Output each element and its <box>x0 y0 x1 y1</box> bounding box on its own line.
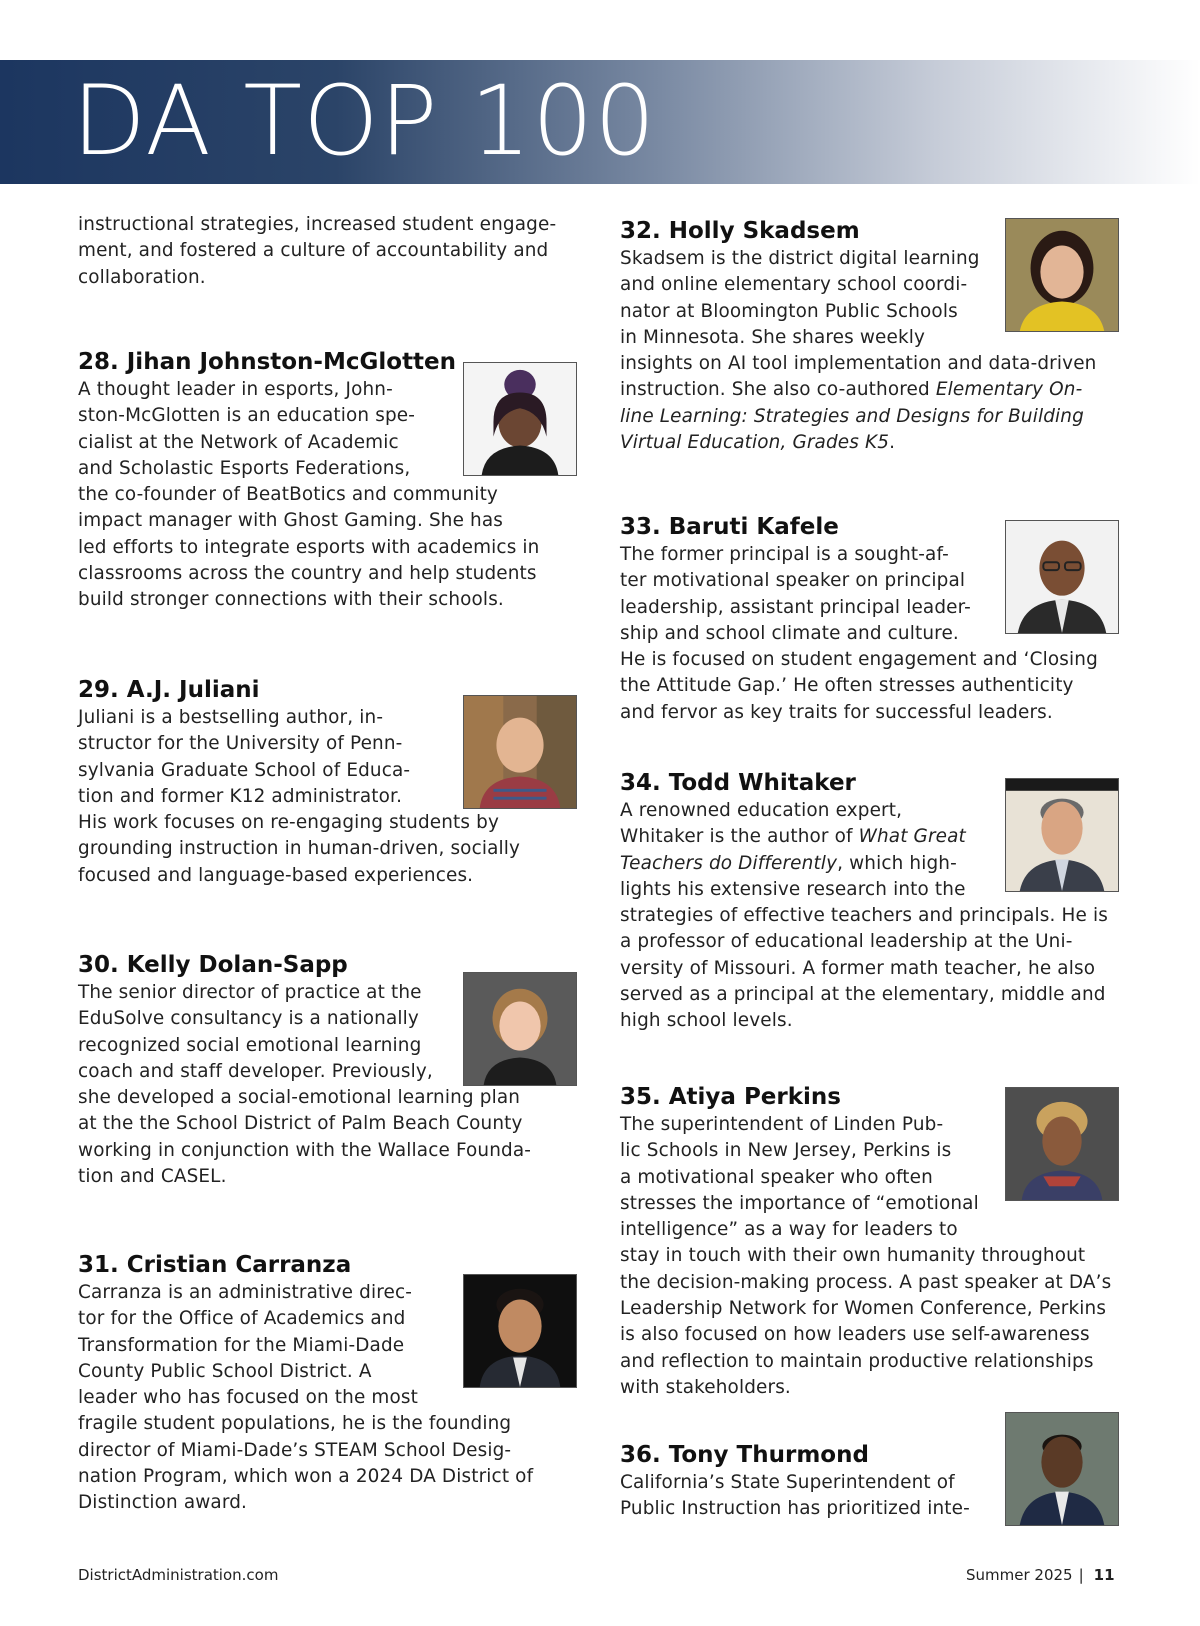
bio-line: intelligence” as a way for leaders to <box>620 1219 958 1241</box>
bio-line: nator at Bloomington Public Schools <box>620 300 958 322</box>
entry-name: 29. A.J. Juliani <box>78 677 260 703</box>
bio-line: served as a principal at the elementary, middle and <box>620 984 1106 1006</box>
bio-line: recognized social emotional learning <box>78 1034 422 1056</box>
bio-line: insights on AI tool implementation and data-driven <box>620 353 1097 375</box>
bio-line: tor for the Office of Academics and <box>78 1308 406 1330</box>
bio-line: the decision-making process. A past speaker at DA’s <box>620 1271 1112 1293</box>
book-title: Virtual Education, Grades K5 <box>620 432 890 454</box>
bio-line: the co-founder of BeatBotics and community <box>78 484 498 506</box>
bio-line: ship and school climate and culture. <box>620 622 959 644</box>
portrait-photo-perkins <box>1005 1087 1119 1201</box>
bio-line: A renowned education expert, <box>620 800 903 821</box>
entry-name: 31. Cristian Carranza <box>78 1252 352 1278</box>
bio-line: she developed a social-emotional learning plan <box>78 1087 521 1109</box>
bio-line: a professor of educational leadership at the Uni- <box>620 931 1073 953</box>
entry-name: 30. Kelly Dolan-Sapp <box>78 952 348 978</box>
bio-line: coach and staff developer. Previously, <box>78 1060 433 1082</box>
entry-name: 28. Jihan Johnston-McGlotten <box>78 349 457 375</box>
bio-line: high school levels. <box>620 1010 793 1032</box>
bio-line: grounding instruction in human-driven, socially <box>78 838 521 860</box>
bio-line: focused and language-based experiences. <box>78 864 474 886</box>
book-title: What Great <box>858 826 966 848</box>
bio-line: The former principal is a sought-af- <box>620 544 949 565</box>
bio-line: ter motivational speaker on principal <box>620 570 966 592</box>
bio-text: Whitaker is the author of <box>620 826 859 848</box>
bio-line: ment, and fostered a culture of accountability and <box>78 240 549 262</box>
bio-line: leadership, assistant principal leader- <box>620 596 971 618</box>
bio-line: Leadership Network for Women Conference, Perkins <box>620 1298 1107 1320</box>
bio-line: His work focuses on re-engaging students by <box>78 812 500 834</box>
entry-name: 32. Holly Skadsem <box>620 218 860 244</box>
portrait-photo-dolan-sapp <box>463 972 577 1086</box>
bio-line: lic Schools in New Jersey, Perkins is <box>620 1140 952 1162</box>
portrait-photo-carranza <box>463 1274 577 1388</box>
page-title: DA TOP 100 <box>72 65 657 177</box>
portrait-photo-skadsem <box>1005 218 1119 332</box>
portrait-photo-whitaker <box>1005 778 1119 892</box>
bio-line: The senior director of practice at the <box>78 982 422 1003</box>
bio-line: Distinction award. <box>78 1492 248 1514</box>
bio-line: Carranza is an administrative direc- <box>78 1282 413 1303</box>
bio-line: Skadsem is the district digital learning <box>620 248 980 269</box>
bio-line: a motivational speaker who often <box>620 1166 933 1188</box>
bio-line: Transformation for the Miami-Dade <box>78 1334 405 1356</box>
footer-site: DistrictAdministration.com <box>78 1566 279 1584</box>
book-title: Teachers do Differently <box>620 852 838 874</box>
bio-line: tion and CASEL. <box>78 1166 227 1188</box>
bio-line: stay in touch with their own humanity throughout <box>620 1245 1086 1267</box>
header-banner <box>0 60 1200 184</box>
footer-issue <box>966 1566 1115 1584</box>
bio-line: fragile student populations, he is the founding <box>78 1413 512 1435</box>
bio-line: cialist at the Network of Academic <box>78 431 399 453</box>
bio-line: California’s State Superintendent of <box>620 1472 955 1493</box>
bio-line: the Attitude Gap.’ He often stresses authenticity <box>620 675 1074 697</box>
portrait-photo-kafele <box>1005 520 1119 634</box>
bio-line <box>620 404 1130 430</box>
bio-line: tion and former K12 administrator. <box>78 785 403 807</box>
bio-line: with stakeholders. <box>620 1376 791 1398</box>
bio-line: EduSolve consultancy is a nationally <box>78 1008 419 1030</box>
bio-line: classrooms across the country and help students <box>78 563 537 585</box>
bio-text: instruction. She also co-authored <box>620 379 936 401</box>
bio-line: and online elementary school coordi- <box>620 274 968 296</box>
bio-line: and Scholastic Esports Federations, <box>78 457 411 479</box>
bio-line <box>620 430 1130 456</box>
bio-line: A thought leader in esports, John- <box>78 379 393 400</box>
book-title: Elementary On- <box>935 379 1083 401</box>
bio-line: sylvania Graduate School of Educa- <box>78 759 411 781</box>
bio-line: at the the School District of Palm Beach County <box>78 1113 523 1135</box>
bio-line: instructional strategies, increased student engage- <box>78 214 557 235</box>
bio-line: led efforts to integrate esports with academics in <box>78 536 540 558</box>
footer-issue-label: Summer 2025 <box>966 1566 1073 1584</box>
bio-text: , which high- <box>837 852 957 874</box>
bio-line: structor for the University of Penn- <box>78 733 403 755</box>
bio-text: . <box>889 432 896 454</box>
bio-line: nation Program, which won a 2024 DA District of <box>78 1466 534 1488</box>
bio-line: collaboration. <box>78 266 206 288</box>
page-number: 11 <box>1093 1566 1115 1584</box>
bio-line: Juliani is a bestselling author, in- <box>78 707 384 728</box>
bio-line: County Public School District. A <box>78 1360 372 1382</box>
bio-line: director of Miami-Dade’s STEAM School Desig- <box>78 1439 512 1461</box>
bio-line: He is focused on student engagement and ‘Closing <box>620 649 1098 671</box>
entry-name: 35. Atiya Perkins <box>620 1084 841 1110</box>
bio-line: and reflection to maintain productive relationships <box>620 1350 1094 1372</box>
bio-line: lights his extensive research into the <box>620 878 966 900</box>
bio-line: impact manager with Ghost Gaming. She has <box>78 510 504 532</box>
entry-name: 36. Tony Thurmond <box>620 1442 869 1468</box>
bio-line: build stronger connections with their schools. <box>78 589 504 611</box>
bio-line: in Minnesota. She shares weekly <box>620 326 926 348</box>
bio-line <box>620 377 1130 403</box>
bio-line: stresses the importance of “emotional <box>620 1192 979 1214</box>
bio-line: versity of Missouri. A former math teacher, he also <box>620 957 1096 979</box>
bio-line: strategies of effective teachers and principals. He is <box>620 905 1108 927</box>
book-title: line Learning: Strategies and Designs for Building <box>620 405 1084 427</box>
bio-line: Public Instruction has prioritized inte- <box>620 1498 970 1520</box>
entry-name: 34. Todd Whitaker <box>620 770 856 796</box>
footer-separator: | <box>1078 1566 1084 1584</box>
bio-line: leader who has focused on the most <box>78 1387 418 1409</box>
bio-line: working in conjunction with the Wallace Founda- <box>78 1139 532 1161</box>
portrait-photo-juliani <box>463 695 577 809</box>
intro-continuation <box>78 212 588 291</box>
portrait-photo-thurmond <box>1005 1412 1119 1526</box>
bio-line: The superintendent of Linden Pub- <box>620 1114 944 1135</box>
portrait-photo-johnston-mcglotten <box>463 362 577 476</box>
bio-line: and fervor as key traits for successful leaders. <box>620 701 1053 723</box>
bio-line: is also focused on how leaders use self-awareness <box>620 1324 1090 1346</box>
bio-line: ston-McGlotten is an education spe- <box>78 405 416 427</box>
entry-name: 33. Baruti Kafele <box>620 514 839 540</box>
